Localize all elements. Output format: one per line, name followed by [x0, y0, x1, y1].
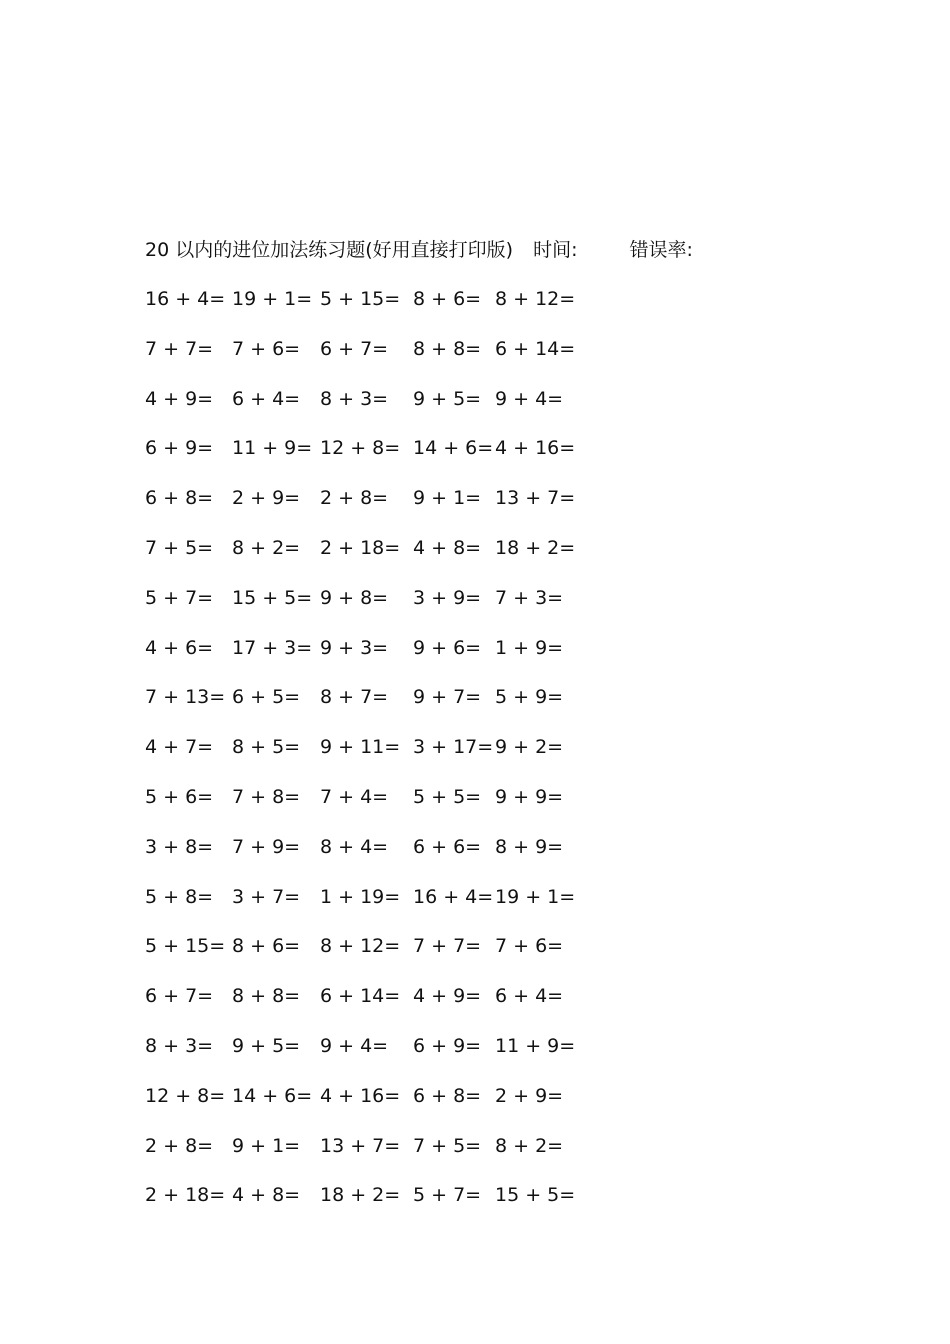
- problem-item: 9 + 5=: [413, 387, 482, 410]
- problem-row: [145, 683, 615, 733]
- problem-item: 7 + 3=: [495, 586, 564, 609]
- problem-item: 1 + 9=: [495, 636, 564, 659]
- problem-item: 6 + 6=: [413, 835, 482, 858]
- problem-item: 5 + 6=: [145, 785, 214, 808]
- problem-row: [145, 932, 615, 982]
- problem-item: 7 + 6=: [232, 337, 301, 360]
- problem-item: 9 + 4=: [320, 1034, 389, 1057]
- problem-row: [145, 833, 615, 883]
- problem-item: 18 + 2=: [320, 1184, 401, 1207]
- problem-item: 8 + 12=: [495, 288, 576, 310]
- problem-item: 8 + 12=: [320, 935, 401, 958]
- problem-row: [145, 285, 615, 335]
- problem-item: 9 + 4=: [495, 387, 564, 410]
- problem-item: 9 + 5=: [232, 1034, 301, 1057]
- problem-item: 14 + 6=: [232, 1084, 313, 1107]
- error-rate-label: 错误率:: [629, 239, 693, 261]
- problem-item: 18 + 2=: [495, 536, 576, 559]
- worksheet-title: 20 以内的进位加法练习题(好用直接打印版): [145, 239, 514, 261]
- problem-item: 2 + 8=: [320, 487, 389, 510]
- problem-item: 3 + 7=: [232, 885, 301, 908]
- problem-item: 17 + 3=: [232, 636, 313, 659]
- problem-item: 7 + 7=: [413, 935, 482, 958]
- problem-row: [145, 1082, 615, 1132]
- problem-item: 9 + 3=: [320, 636, 389, 659]
- problem-item: 15 + 5=: [232, 586, 313, 609]
- problem-item: 4 + 16=: [495, 437, 576, 460]
- problem-item: 5 + 8=: [145, 885, 214, 908]
- problem-item: 11 + 9=: [232, 437, 313, 460]
- problem-row: [145, 883, 615, 933]
- problem-item: 6 + 14=: [495, 337, 576, 360]
- problem-item: 19 + 1=: [232, 288, 313, 310]
- problem-item: 6 + 8=: [413, 1084, 482, 1107]
- problem-item: 5 + 5=: [413, 785, 482, 808]
- problem-item: 12 + 8=: [320, 437, 401, 460]
- problem-item: 9 + 8=: [320, 586, 389, 609]
- problem-item: 5 + 15=: [320, 288, 401, 310]
- problem-item: 19 + 1=: [495, 885, 576, 908]
- problem-item: 9 + 1=: [232, 1134, 301, 1157]
- problem-row: [145, 733, 615, 783]
- problem-item: 14 + 6=: [413, 437, 494, 460]
- problem-item: 8 + 5=: [232, 736, 301, 759]
- time-label: 时间:: [533, 239, 578, 261]
- problem-item: 9 + 1=: [413, 487, 482, 510]
- problem-item: 8 + 6=: [232, 935, 301, 958]
- problem-item: 3 + 17=: [413, 736, 494, 759]
- problem-item: 8 + 8=: [413, 337, 482, 360]
- problem-item: 2 + 9=: [495, 1084, 564, 1107]
- problem-item: 16 + 4=: [145, 288, 226, 310]
- problem-item: 8 + 2=: [232, 536, 301, 559]
- problem-row: [145, 634, 615, 684]
- problem-item: 5 + 7=: [145, 586, 214, 609]
- problem-item: 2 + 8=: [145, 1134, 214, 1157]
- problem-item: 2 + 18=: [320, 536, 401, 559]
- worksheet-header: [145, 236, 693, 264]
- problem-item: 5 + 7=: [413, 1184, 482, 1207]
- problem-row: [145, 385, 615, 435]
- problem-item: 6 + 7=: [320, 337, 389, 360]
- problem-row: [145, 335, 615, 385]
- problem-row: [145, 1032, 615, 1082]
- problem-item: 8 + 8=: [232, 985, 301, 1008]
- problem-item: 11 + 9=: [495, 1034, 576, 1057]
- problem-item: 7 + 9=: [232, 835, 301, 858]
- problem-row: [145, 1132, 615, 1182]
- problem-item: 13 + 7=: [495, 487, 576, 510]
- problem-item: 7 + 4=: [320, 785, 389, 808]
- problem-item: 12 + 8=: [145, 1084, 226, 1107]
- problem-item: 4 + 9=: [145, 387, 214, 410]
- problem-item: 7 + 7=: [145, 337, 214, 360]
- problem-item: 6 + 14=: [320, 985, 401, 1008]
- problem-row: [145, 484, 615, 534]
- problem-item: 5 + 15=: [145, 935, 226, 958]
- problem-item: 8 + 6=: [413, 288, 482, 310]
- problem-item: 9 + 7=: [413, 686, 482, 709]
- problem-item: 13 + 7=: [320, 1134, 401, 1157]
- problem-item: 7 + 5=: [413, 1134, 482, 1157]
- problem-item: 7 + 8=: [232, 785, 301, 808]
- problem-row: [145, 982, 615, 1032]
- problem-item: 4 + 8=: [232, 1184, 301, 1207]
- problem-item: 9 + 2=: [495, 736, 564, 759]
- problem-item: 8 + 7=: [320, 686, 389, 709]
- problem-item: 9 + 9=: [495, 785, 564, 808]
- problem-item: 4 + 9=: [413, 985, 482, 1008]
- problem-item: 2 + 18=: [145, 1184, 226, 1207]
- problem-item: 1 + 19=: [320, 885, 401, 908]
- problem-item: 4 + 8=: [413, 536, 482, 559]
- problem-item: 8 + 9=: [495, 835, 564, 858]
- problem-row: [145, 434, 615, 484]
- problem-item: 5 + 9=: [495, 686, 564, 709]
- problem-grid: [145, 285, 615, 1231]
- problem-item: 7 + 6=: [495, 935, 564, 958]
- problem-item: 3 + 9=: [413, 586, 482, 609]
- problem-item: 6 + 4=: [495, 985, 564, 1008]
- problem-item: 6 + 7=: [145, 985, 214, 1008]
- problem-item: 4 + 6=: [145, 636, 214, 659]
- problem-item: 6 + 9=: [413, 1034, 482, 1057]
- problem-item: 6 + 4=: [232, 387, 301, 410]
- problem-row: [145, 1181, 615, 1231]
- problem-item: 9 + 6=: [413, 636, 482, 659]
- problem-item: 8 + 2=: [495, 1134, 564, 1157]
- problem-item: 8 + 3=: [145, 1034, 214, 1057]
- problem-row: [145, 534, 615, 584]
- problem-item: 15 + 5=: [495, 1184, 576, 1207]
- problem-item: 9 + 11=: [320, 736, 401, 759]
- problem-item: 6 + 9=: [145, 437, 214, 460]
- problem-row: [145, 783, 615, 833]
- problem-item: 7 + 13=: [145, 686, 226, 709]
- problem-item: 16 + 4=: [413, 885, 494, 908]
- problem-item: 7 + 5=: [145, 536, 214, 559]
- problem-item: 6 + 5=: [232, 686, 301, 709]
- problem-item: 6 + 8=: [145, 487, 214, 510]
- problem-item: 2 + 9=: [232, 487, 301, 510]
- problem-item: 8 + 4=: [320, 835, 389, 858]
- problem-item: 4 + 16=: [320, 1084, 401, 1107]
- problem-item: 4 + 7=: [145, 736, 214, 759]
- problem-item: 8 + 3=: [320, 387, 389, 410]
- problem-item: 3 + 8=: [145, 835, 214, 858]
- problem-row: [145, 584, 615, 634]
